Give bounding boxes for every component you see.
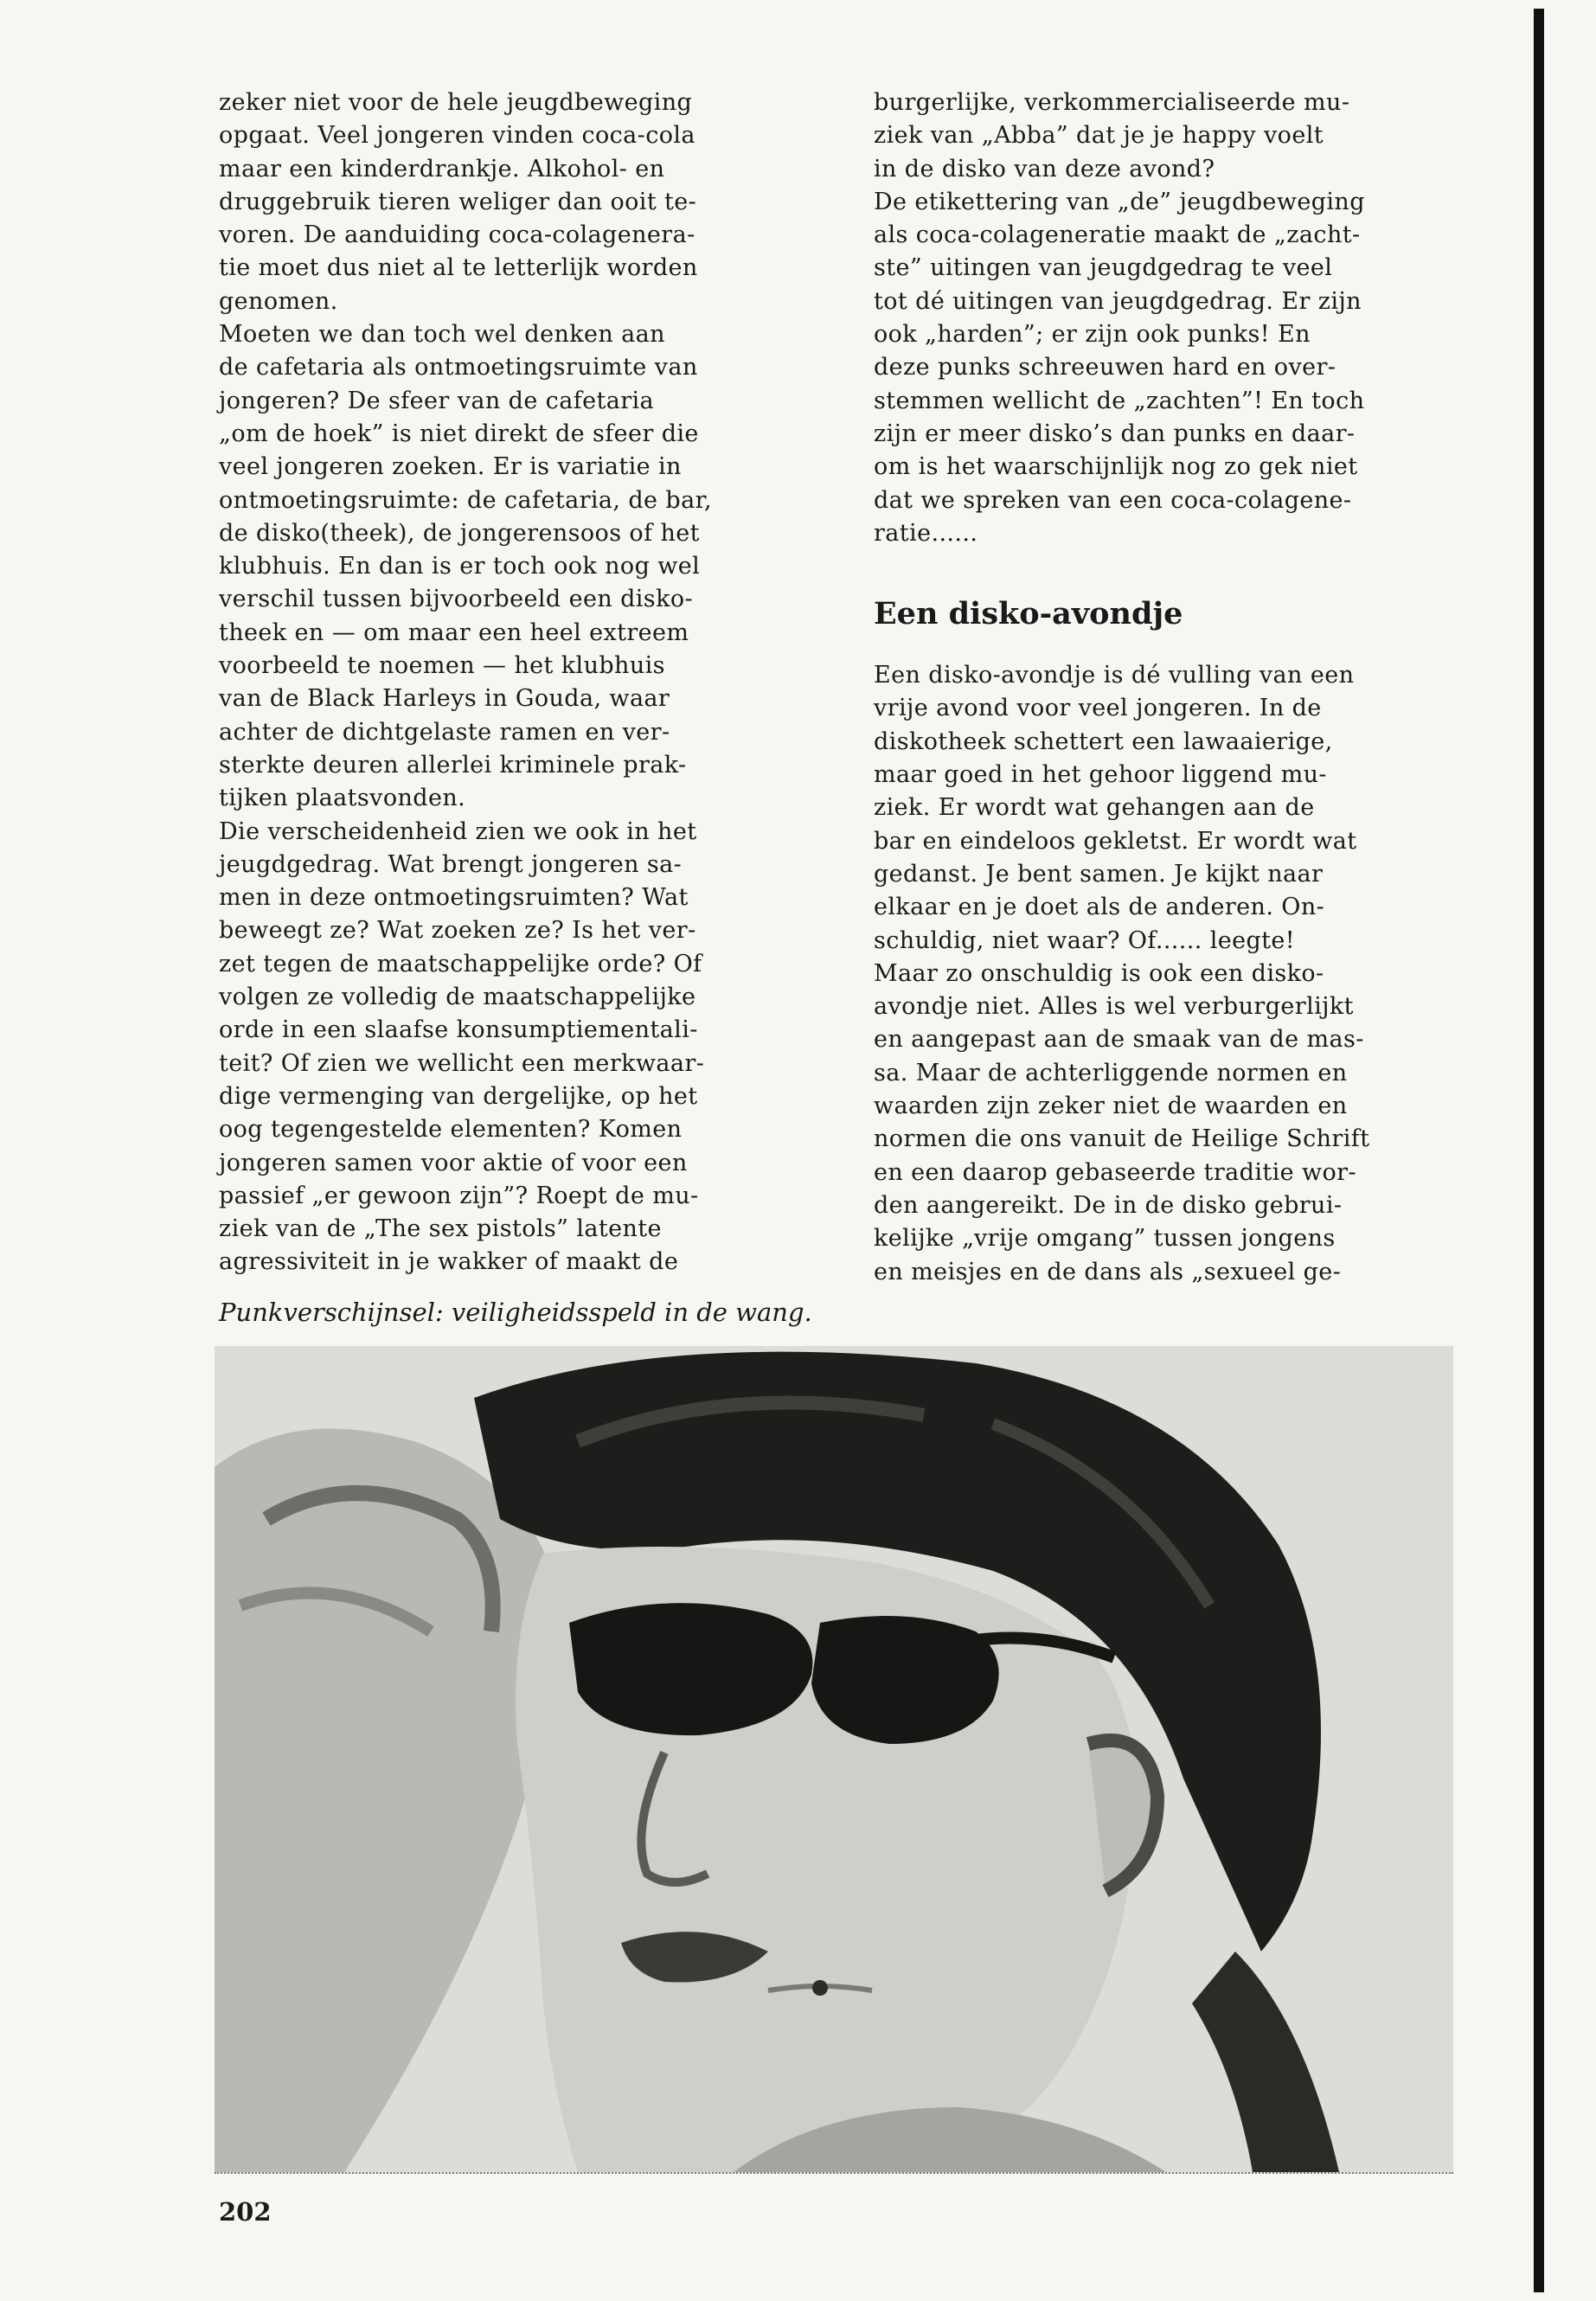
text-line: sa. Maar de achterliggende normen en [874, 1059, 1348, 1086]
punk-photo-illustration [215, 1346, 1453, 2172]
text-line: diskotheek schettert een lawaaierige, [874, 727, 1333, 755]
text-line: jeugdgedrag. Wat brengt jongeren sa- [219, 850, 683, 878]
text-line: theek en — om maar een heel extreem [219, 619, 689, 646]
text-line: volgen ze volledig de maatschappelijke [219, 984, 696, 1011]
text-line: ziek. Er wordt wat gehangen aan de [874, 794, 1315, 822]
text-line: oog tegengestelde elementen? Komen [219, 1116, 683, 1144]
text-line: Die verscheidenheid zien we ook in het [219, 817, 697, 845]
text-line: Maar zo onschuldig is ook een disko- [874, 959, 1324, 987]
text-line: voren. De aanduiding coca-colagenera- [219, 221, 695, 249]
text-line: schuldig, niet waar? Of...... leegte! [874, 926, 1296, 954]
text-line: achter de dichtgelaste ramen en ver- [219, 718, 670, 746]
text-line: van de Black Harleys in Gouda, waar [219, 685, 670, 713]
text-line: als coca-colageneratie maakt de „zacht- [874, 221, 1361, 249]
text-line: waarden zijn zeker niet de waarden en [874, 1093, 1348, 1120]
text-line: veel jongeren zoeken. Er is variatie in [219, 453, 682, 481]
text-line: klubhuis. En dan is er toch ook nog wel [219, 553, 701, 580]
text-line: agressiviteit in je wakker of maakt de [219, 1248, 679, 1276]
photo-caption: Punkverschijnsel: veiligheidsspeld in de wang. [219, 1298, 812, 1327]
text-line: den aangereikt. De in de disko gebrui- [874, 1191, 1343, 1219]
page-number: 202 [219, 2197, 272, 2227]
text-line: tie moet dus niet al te letterlijk worden [219, 254, 698, 282]
text-line: burgerlijke, verkommercialiseerde mu- [874, 89, 1350, 116]
text-line: druggebruik tieren weliger dan ooit te- [219, 188, 697, 215]
text-line: maar een kinderdrankje. Alkohol- en [219, 155, 665, 183]
text-line: De etikettering van „de” jeugdbeweging [874, 188, 1365, 215]
text-line: ziek van „Abba” dat je je happy voelt [874, 122, 1324, 150]
text-line: zeker niet voor de hele jeugdbeweging [219, 89, 693, 116]
text-line: beweegt ze? Wat zoeken ze? Is het ver- [219, 917, 696, 945]
text-line: ontmoetingsruimte: de cafetaria, de bar, [219, 486, 712, 514]
text-line: men in deze ontmoetingsruimten? Wat [219, 884, 689, 912]
text-line: Moeten we dan toch wel denken aan [219, 321, 665, 349]
text-line: ook „harden”; er zijn ook punks! En [874, 321, 1311, 349]
text-line: orde in een slaafse konsumptiementali- [219, 1016, 698, 1044]
text-line: genomen. [219, 287, 338, 315]
text-line: zijn er meer disko’s dan punks en daar- [874, 420, 1356, 447]
text-line: sterkte deuren allerlei kriminele prak- [219, 751, 687, 779]
text-line: ste” uitingen van jeugdgedrag te veel [874, 254, 1333, 282]
text-line: normen die ons vanuit de Heilige Schrift [874, 1125, 1370, 1153]
text-line: jongeren? De sfeer van de cafetaria [219, 387, 655, 414]
text-line: bar en eindeloos gekletst. Er wordt wat [874, 827, 1357, 855]
text-line: zet tegen de maatschappelijke orde? Of [219, 950, 702, 977]
punk-photo [215, 1346, 1453, 2174]
text-line: tot dé uitingen van jeugdgedrag. Er zijn [874, 287, 1362, 315]
right-column-bottom-text [874, 659, 1445, 1289]
scan-edge-bar [1534, 9, 1544, 2292]
text-line: ziek van de „The sex pistols” latente [219, 1215, 662, 1243]
text-line: stemmen wellicht de „zachten”! En toch [874, 387, 1365, 414]
text-line: dat we spreken van een coca-colagene- [874, 486, 1352, 514]
text-line: passief „er gewoon zijn”? Roept de mu- [219, 1182, 699, 1209]
text-line: ratie...... [874, 519, 978, 547]
text-line: de cafetaria als ontmoetingsruimte van [219, 354, 698, 381]
text-line: en aangepast aan de smaak van de mas- [874, 1026, 1364, 1054]
text-line: tijken plaatsvonden. [219, 785, 466, 812]
text-line: om is het waarschijnlijk nog zo gek niet [874, 453, 1358, 481]
text-line: opgaat. Veel jongeren vinden coca-cola [219, 122, 695, 150]
text-line: kelijke „vrije omgang” tussen jongens [874, 1225, 1336, 1253]
text-line: Een disko-avondje is dé vulling van een [874, 662, 1355, 689]
text-line: „om de hoek” is niet direkt de sfeer die [219, 420, 699, 447]
text-line: in de disko van deze avond? [874, 155, 1215, 183]
left-text-column [219, 87, 790, 1279]
section-heading: Een disko-avondje [874, 596, 1183, 632]
text-line: teit? Of zien we wellicht een merkwaar- [219, 1049, 705, 1077]
text-line: verschil tussen bijvoorbeeld een disko- [219, 586, 694, 613]
right-text-column [874, 87, 1445, 1289]
right-column-top-text [874, 87, 1445, 550]
text-line: jongeren samen voor aktie of voor een [219, 1149, 688, 1176]
text-line: vrije avond voor veel jongeren. In de [874, 695, 1322, 722]
text-line: elkaar en je doet als de anderen. On- [874, 894, 1325, 921]
text-line: en een daarop gebaseerde traditie wor- [874, 1158, 1357, 1186]
text-line: deze punks schreeuwen hard en over- [874, 354, 1336, 381]
text-line: maar goed in het gehoor liggend mu- [874, 761, 1327, 789]
text-line: gedanst. Je bent samen. Je kijkt naar [874, 860, 1324, 888]
text-line: de disko(theek), de jongerensoos of het [219, 519, 700, 547]
text-line: voorbeeld te noemen — het klubhuis [219, 652, 665, 680]
text-line: avondje niet. Alles is wel verburgerlijkt [874, 993, 1354, 1021]
text-line: dige vermenging van dergelijke, op het [219, 1082, 698, 1110]
text-line: en meisjes en de dans als „sexueel ge- [874, 1258, 1342, 1285]
